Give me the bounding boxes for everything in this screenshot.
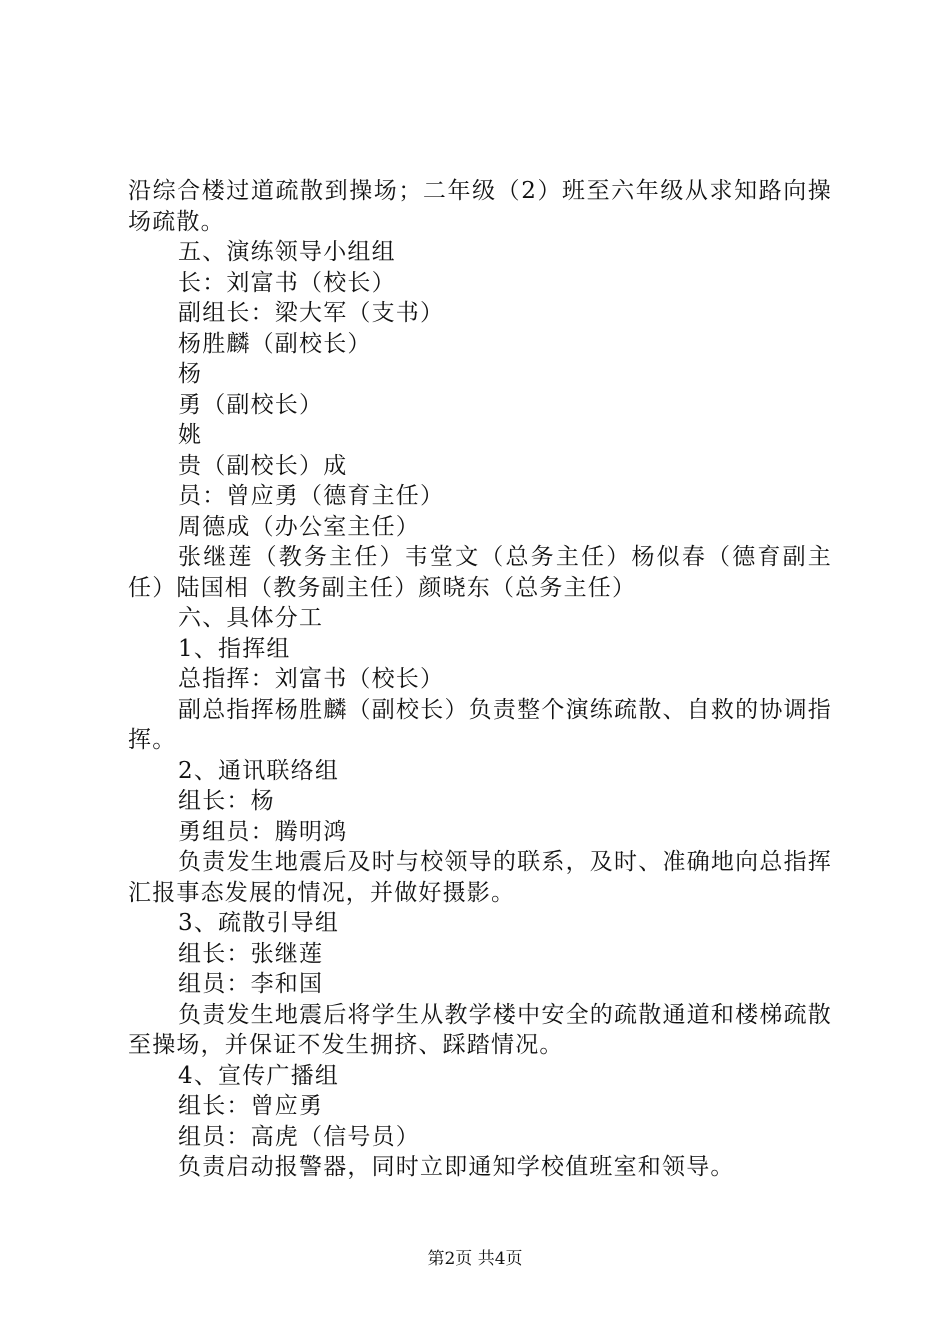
paragraph: 员：曾应勇（德育主任） — [178, 483, 445, 509]
paragraph: 五、演练领导小组组 — [178, 239, 396, 265]
paragraph: 六、具体分工 — [178, 605, 324, 631]
paragraph: 2、通讯联络组 — [178, 757, 340, 784]
paragraph: 周德成（办公室主任） — [178, 513, 420, 540]
paragraph: 组长：杨 — [178, 788, 275, 814]
paragraph: 副总指挥杨胜麟（副校长）负责整个演练疏散、自救的协调指挥。 — [128, 696, 832, 753]
paragraph: 1、指挥组 — [178, 635, 291, 662]
paragraph: 负责启动报警器，同时立即通知学校值班室和领导。 — [178, 1154, 735, 1180]
paragraph: 张继莲（教务主任）韦堂文（总务主任）杨似春（德育副主任）陆国相（教务副主任）颜晓东（总务主任） — [128, 544, 832, 601]
paragraph: 4、宣传广播组 — [178, 1062, 340, 1089]
page-footer: 第2页 共4页 — [427, 1249, 523, 1269]
paragraph: 负责发生地震后及时与校领导的联系，及时、准确地向总指挥汇报事态发展的情况，并做好摄影。 — [128, 849, 832, 906]
paragraph: 姚 — [178, 422, 203, 448]
paragraph: 组员：高虎（信号员） — [178, 1123, 420, 1150]
paragraph: 杨 — [178, 361, 203, 387]
paragraph: 勇（副校长） — [178, 391, 324, 418]
paragraph: 组长：张继莲 — [178, 940, 324, 967]
paragraph: 勇组员：腾明鸿 — [178, 818, 348, 845]
paragraph: 杨胜麟（副校长） — [178, 330, 372, 357]
paragraph: 副组长：梁大军（支书） — [178, 300, 445, 326]
paragraph: 3、疏散引导组 — [178, 910, 340, 936]
paragraph: 组长：曾应勇 — [178, 1093, 324, 1119]
paragraph: 长：刘富书（校长） — [178, 269, 396, 296]
paragraph: 贵（副校长）成 — [178, 452, 348, 479]
paragraph: 组员：李和国 — [178, 971, 324, 997]
paragraph: 沿综合楼过道疏散到操场；二年级（2）班至六年级从求知路向操场疏散。 — [128, 178, 832, 235]
paragraph: 负责发生地震后将学生从教学楼中安全的疏散通道和楼梯疏散至操场，并保证不发生拥挤、踩踏情况。 — [128, 1001, 832, 1058]
paragraph: 总指挥：刘富书（校长） — [178, 666, 445, 692]
document-body — [128, 176, 832, 1183]
